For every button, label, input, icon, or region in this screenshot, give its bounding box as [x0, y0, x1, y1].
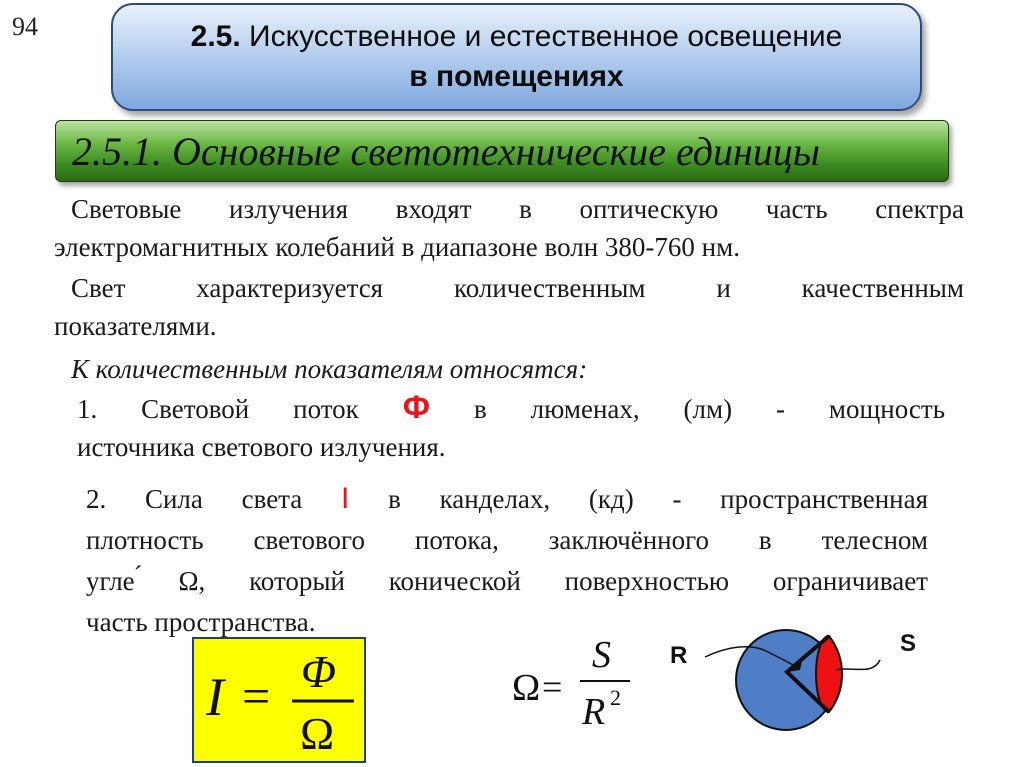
paragraph-light-line1: Свет характеризуется количественным и качественным [71, 273, 964, 303]
intensity-formula-lhs: I [206, 667, 224, 727]
paragraph-spectrum-line1: Световые излучения входят в оптическую часть спектра [71, 194, 964, 224]
paragraph-light-line2: показателями. [54, 311, 217, 341]
slide-title-number: 2.5. [190, 20, 241, 53]
intensity-formula-equals: = [242, 668, 271, 724]
radius-label: R [670, 642, 688, 669]
intensity-formula-numerator: Φ [301, 646, 337, 697]
item-luminous-flux-line2: источника светового излучения. [77, 432, 446, 462]
intensity-symbol: I [341, 482, 350, 515]
solid-angle-formula-exponent: 2 [610, 685, 621, 710]
solid-angle-formula-denominator: R [582, 691, 606, 733]
quantitative-indicators-heading: К количественным показателям относятся: [71, 354, 588, 384]
item-luminous-flux-line1: 1. Световой поток Ф в люменах, (лм) - мощность [77, 389, 946, 425]
flux-symbol: Ф [402, 389, 431, 425]
area-label: S [900, 630, 917, 657]
slide-title-text: Искусственное и естественное освещение [249, 20, 843, 53]
cap-pointer-line [836, 660, 880, 670]
slide-title-line2: в помещениях [409, 60, 624, 93]
solid-angle-formula-lhs: Ω [512, 667, 541, 709]
item-intensity-line2: плотность светового потока, заключённого в телесном [86, 525, 928, 555]
section-heading: 2.5.1. Основные светотехнические единицы [55, 120, 949, 182]
solid-angle-formula-equals: = [542, 667, 563, 707]
item-intensity-line1: 2. Сила света I в канделах, (кд) - пространственная [86, 482, 928, 515]
item-intensity-line4: часть пространства. [86, 607, 316, 637]
paragraph-spectrum-line2: электромагнитных колебаний в диапазоне волн 380-760 нм. [54, 232, 740, 262]
intensity-formula-denominator: Ω [300, 708, 335, 759]
page-number: 94 [12, 12, 38, 41]
item-intensity-line3: угле ́Ω, который конической поверхностью ограничивает [86, 566, 928, 596]
solid-angle-formula-numerator: S [592, 634, 611, 676]
